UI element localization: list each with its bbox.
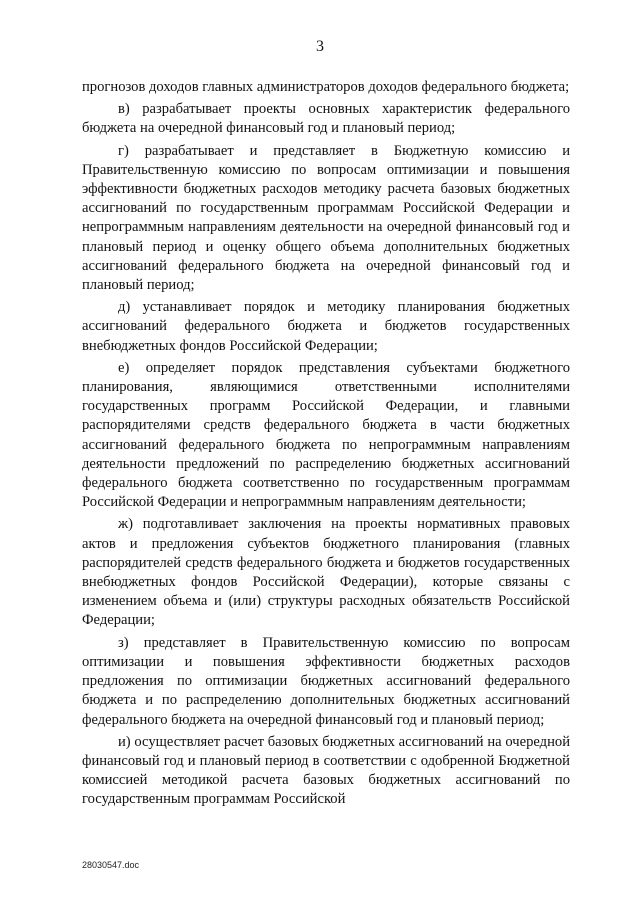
paragraph-item-g: г) разрабатывает и представляет в Бюджетную комиссию и Правительственную комиссию по вопросам оптимизации и повышения эффективности бюджетных расходов методику расчета базовых бюджетных ассигнований по государственным программам Российской Федерации и непрограммным направлениям деятельности на очередной финансовый год и плановый период и оценку общего объема дополнительных бюджетных ассигнований федерального бюджета на очередной финансовый год и плановый период;	[82, 142, 570, 294]
paragraph-item-d: д) устанавливает порядок и методику планирования бюджетных ассигнований федерального бюджета и бюджетов государственных внебюджетных фондов Российской Федерации;	[82, 299, 570, 354]
paragraph-item-e: е) определяет порядок представления субъектами бюджетного планирования, являющимися ответственными исполнителями государственных программ Российской Федерации, и главными распорядителями средств федерального бюджета в части бюджетных ассигнований федерального бюджета по непрограммным направлениям деятельности предложений по распределению бюджетных ассигнований федерального бюджета соответственно по государственным программам Российской Федерации и непрограммным направлениям деятельности;	[82, 359, 570, 511]
paragraph-item-v: в) разрабатывает проекты основных характеристик федерального бюджета на очередной финансовый год и плановый период;	[82, 101, 570, 137]
paragraph-item-i: и) осуществляет расчет базовых бюджетных ассигнований на очередной финансовый год и плановый период в соответствии с одобренной Бюджетной комиссией методикой расчета базовых бюджетных ассигнований по государственным программам Российской	[82, 733, 570, 808]
paragraph-item-z: з) представляет в Правительственную комиссию по вопросам оптимизации и повышения эффективности бюджетных расходов предложения по оптимизации бюджетных ассигнований федерального бюджета и по распределению дополнительных бюджетных ассигнований федерального бюджета на очередной финансовый год и плановый период;	[82, 634, 570, 728]
paragraph-item-zh: ж) подготавливает заключения на проекты нормативных правовых актов и предложения субъектов бюджетного планирования (главных распорядителей средств федерального бюджета и бюджетов государственных внебюджетных фондов Российской Федерации), которые связаны с изменением объема и (или) структуры расходных обязательств Российской Федерации;	[82, 516, 570, 629]
paragraph-continuation: прогнозов доходов главных администраторов доходов федерального бюджета;	[82, 79, 570, 95]
file-name-footer: 28030547.doc	[82, 860, 140, 870]
document-body	[82, 78, 570, 813]
page-number: 3	[316, 38, 324, 55]
